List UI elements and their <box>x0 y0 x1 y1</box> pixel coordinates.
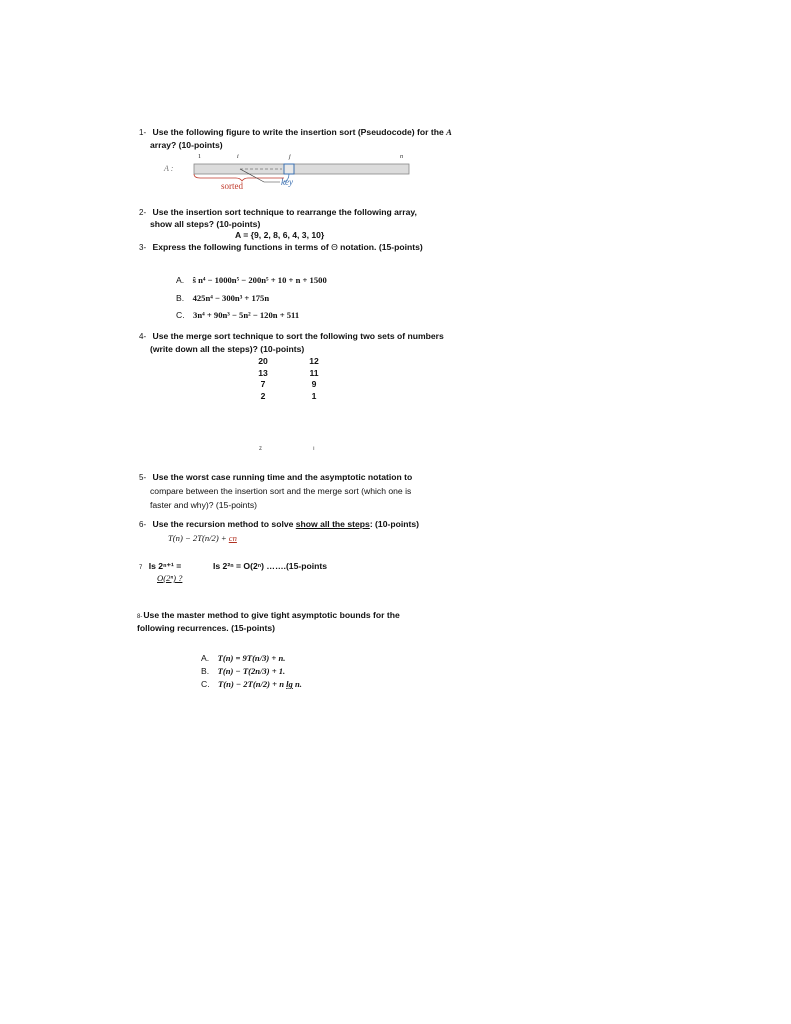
q3-item-c <box>176 305 299 323</box>
q7-left-b-text: O(2ⁿ) ? <box>157 573 183 583</box>
q8-expr-underlined: lg <box>286 679 293 689</box>
q1-var-a: A <box>446 127 452 137</box>
q8-item-expr <box>218 679 302 689</box>
index-i: i <box>237 154 239 160</box>
q3-item-a <box>176 270 327 288</box>
q8-expr-pre: T(n) − 2T(n/2) + n <box>218 679 287 689</box>
q2-array: A = {9, 2, 8, 6, 4, 3, 10} <box>235 230 325 240</box>
q7-left-b <box>157 572 182 585</box>
q3-number: 3- <box>139 243 147 252</box>
q4-line2: (write down all the steps)? (10-points) <box>150 344 305 354</box>
q3-item-label: B. <box>176 293 185 303</box>
q8-item-c <box>201 674 302 692</box>
q4-line1 <box>139 330 444 343</box>
set-1-column <box>248 356 278 402</box>
set-2-value: 9 <box>311 379 317 389</box>
set-1-value: 20 <box>258 356 268 366</box>
q8-number: 8- <box>137 614 143 620</box>
q1-number: 1- <box>139 128 147 137</box>
array-label: A : <box>164 164 174 173</box>
q1-line2: array? (10-points) <box>150 140 223 150</box>
set-2-value: 1 <box>311 390 317 401</box>
q5-text: Use the worst case running time and the asymptotic notation to <box>152 472 413 482</box>
q7-right: Is 2²ⁿ = O(2ⁿ) …….(15-points <box>213 561 328 571</box>
q3-text-post: notation. (15-points) <box>337 242 423 252</box>
q4-number: 4- <box>139 332 147 341</box>
q8-expr-post: n. <box>292 679 302 689</box>
q7-left-a: Is 2ⁿ⁺¹ = <box>148 561 182 571</box>
index-1: 1 <box>198 154 201 160</box>
q2-text: Use the insertion sort technique to rearrange the following array, <box>152 207 417 217</box>
q5-line1 <box>139 471 412 484</box>
q2-line2: show all steps? (10-points) <box>150 219 261 229</box>
key-label: key <box>281 177 293 187</box>
q8-item-expr: T(n) = 9T(n/3) + n. <box>217 653 286 663</box>
set-1-value: 2 <box>260 390 266 401</box>
q3-line1 <box>139 241 423 254</box>
q6-line1 <box>139 518 419 531</box>
q6-text-underlined: show all the steps <box>295 519 370 529</box>
sorted-label: sorted <box>221 181 243 191</box>
q2-number: 2- <box>139 208 147 217</box>
q8-item-label: C. <box>201 679 210 689</box>
q8-line2: following recurrences. (15-points) <box>137 623 275 633</box>
q6-number: 6- <box>139 520 147 529</box>
q6-recurrence <box>168 533 237 543</box>
q7-number: 7 <box>139 565 143 571</box>
q3-item-label: C. <box>176 310 185 320</box>
array-bar-graphic <box>160 154 420 196</box>
q5-line2: compare between the insertion sort and the merge sort (which one is <box>150 486 412 496</box>
set-1-value: 7 <box>260 379 266 389</box>
set-2-value: 12 <box>309 356 319 366</box>
q6-text-post: : (10-points) <box>369 519 419 529</box>
q3-item-expr: 425n⁴ − 300n³ + 175n <box>192 293 270 303</box>
q8-item-label: B. <box>201 666 210 676</box>
q3-item-expr: 3n⁴ + 90n³ − 5n² − 120n + 511 <box>193 310 300 320</box>
q8-item-expr: T(n) − T(2n/3) + 1. <box>217 666 286 676</box>
q6-eq-underlined: cn <box>228 533 237 543</box>
q5-number: 5- <box>139 473 147 482</box>
q8-item-label: A. <box>201 653 210 663</box>
set-2-value: 11 <box>309 367 319 378</box>
q6-text-pre: Use the recursion method to solve <box>152 519 296 529</box>
q1-line1 <box>139 126 452 139</box>
scan-artifact: ı <box>313 446 315 452</box>
set-1-value: 13 <box>258 367 268 378</box>
q1-text: Use the following figure to write the insertion sort (Pseudocode) for the <box>152 127 447 137</box>
q6-eq-main: T(n) − 2T(n/2) + <box>168 533 229 543</box>
index-n: n <box>400 154 403 160</box>
theta-symbol: Θ <box>331 242 338 252</box>
insertion-sort-figure <box>160 154 420 196</box>
q4-text: Use the merge sort technique to sort the following two sets of numbers <box>152 331 444 341</box>
q8-text: Use the master method to give tight asymptotic bounds for the <box>143 610 400 620</box>
set-2-column <box>299 356 329 402</box>
q5-line3: faster and why)? (15-points) <box>150 500 257 510</box>
scan-artifact: z <box>259 446 262 452</box>
q3-item-expr: ŝ n⁴ − 1000n⁵ − 200n⁵ + 10 + n + 1500 <box>192 275 327 285</box>
q3-item-label: A. <box>176 275 185 285</box>
q3-text-pre: Express the following functions in terms of <box>152 242 332 252</box>
q3-item-b <box>176 288 269 306</box>
index-j: j <box>289 154 291 160</box>
